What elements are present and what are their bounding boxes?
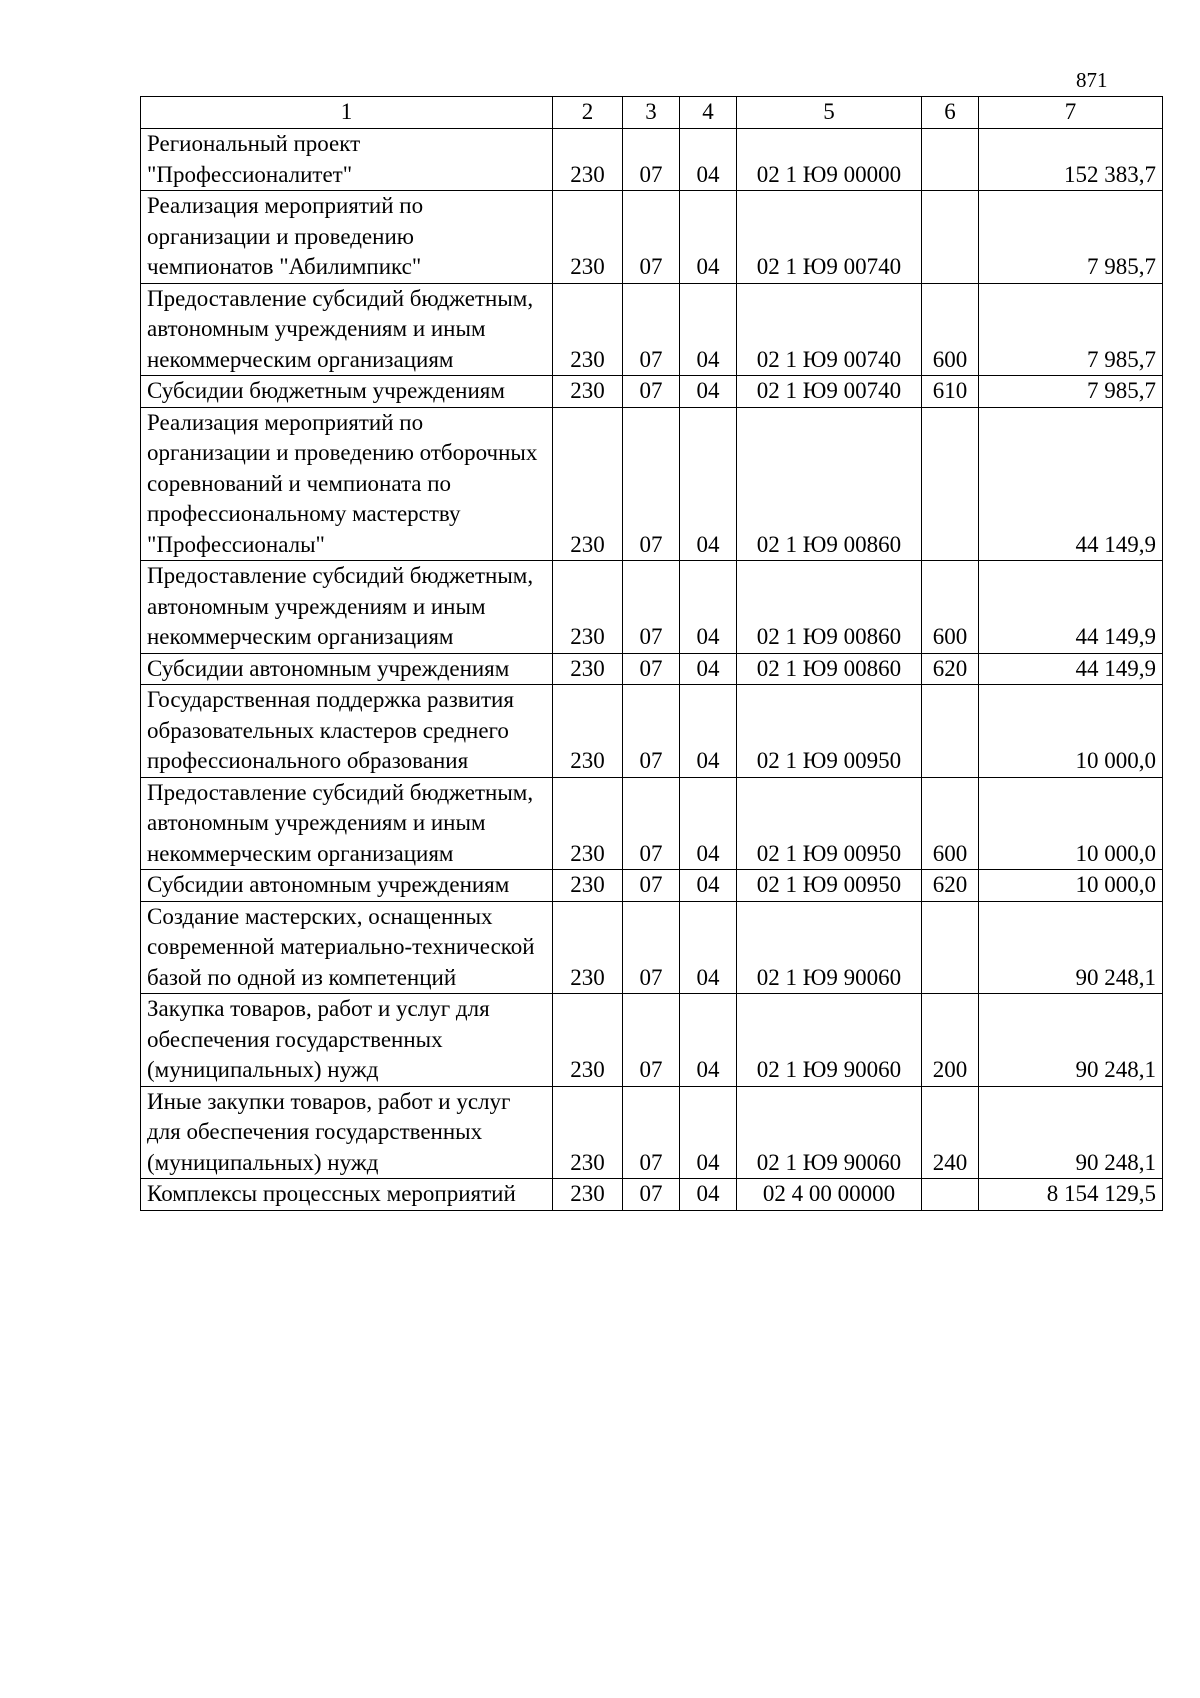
header-cell-name: 1	[141, 97, 553, 129]
row-pr-cell: 04	[680, 1086, 737, 1179]
row-rz-cell: 07	[623, 376, 680, 408]
row-pr-cell: 04	[680, 994, 737, 1087]
row-vr-cell: 600	[922, 283, 979, 376]
row-sum-cell: 44 149,9	[979, 407, 1163, 561]
row-name-cell: Субсидии автономным учреждениям	[141, 870, 553, 902]
row-vr-cell: 620	[922, 653, 979, 685]
row-gr-cell: 230	[553, 653, 623, 685]
table-row	[141, 685, 1163, 778]
row-rz-cell: 07	[623, 1179, 680, 1211]
table-row	[141, 1179, 1163, 1211]
header-cell-pr: 4	[680, 97, 737, 129]
row-vr-cell	[922, 191, 979, 284]
row-rz-cell: 07	[623, 191, 680, 284]
row-csr-cell: 02 1 Ю9 00860	[737, 653, 922, 685]
row-gr-cell: 230	[553, 129, 623, 191]
row-gr-cell: 230	[553, 376, 623, 408]
table-row	[141, 901, 1163, 994]
row-sum-cell: 7 985,7	[979, 376, 1163, 408]
row-gr-cell: 230	[553, 407, 623, 561]
row-pr-cell: 04	[680, 685, 737, 778]
row-rz-cell: 07	[623, 685, 680, 778]
row-vr-cell: 620	[922, 870, 979, 902]
row-name-cell: Закупка товаров, работ и услуг для обеспечения государственных (муниципальных) нужд	[141, 994, 553, 1087]
row-gr-cell: 230	[553, 901, 623, 994]
row-name-cell: Субсидии бюджетным учреждениям	[141, 376, 553, 408]
row-gr-cell: 230	[553, 685, 623, 778]
row-name-cell: Реализация мероприятий по организации и проведению отборочных соревнований и чемпионата по профессиональному мастерству "Профессионалы"	[141, 407, 553, 561]
row-pr-cell: 04	[680, 870, 737, 902]
row-rz-cell: 07	[623, 870, 680, 902]
table-row	[141, 870, 1163, 902]
row-name-cell: Предоставление субсидий бюджетным, автономным учреждениям и иным некоммерческим организациям	[141, 283, 553, 376]
row-csr-cell: 02 1 Ю9 00950	[737, 685, 922, 778]
row-csr-cell: 02 1 Ю9 00860	[737, 561, 922, 654]
row-gr-cell: 230	[553, 994, 623, 1087]
row-vr-cell: 240	[922, 1086, 979, 1179]
row-csr-cell: 02 1 Ю9 00740	[737, 191, 922, 284]
row-csr-cell: 02 1 Ю9 90060	[737, 994, 922, 1087]
row-csr-cell: 02 1 Ю9 00740	[737, 283, 922, 376]
row-name-cell: Реализация мероприятий по организации и проведению чемпионатов "Абилимпикс"	[141, 191, 553, 284]
row-sum-cell: 7 985,7	[979, 283, 1163, 376]
table-row	[141, 283, 1163, 376]
header-cell-vr: 6	[922, 97, 979, 129]
row-csr-cell: 02 1 Ю9 00860	[737, 407, 922, 561]
row-csr-cell: 02 1 Ю9 00950	[737, 777, 922, 870]
table-row	[141, 407, 1163, 561]
table-row	[141, 1086, 1163, 1179]
table-row	[141, 376, 1163, 408]
row-rz-cell: 07	[623, 1086, 680, 1179]
row-sum-cell: 90 248,1	[979, 1086, 1163, 1179]
row-gr-cell: 230	[553, 777, 623, 870]
row-sum-cell: 90 248,1	[979, 994, 1163, 1087]
row-sum-cell: 44 149,9	[979, 653, 1163, 685]
row-vr-cell	[922, 129, 979, 191]
row-csr-cell: 02 1 Ю9 90060	[737, 1086, 922, 1179]
row-rz-cell: 07	[623, 129, 680, 191]
row-rz-cell: 07	[623, 407, 680, 561]
row-rz-cell: 07	[623, 561, 680, 654]
row-vr-cell: 610	[922, 376, 979, 408]
header-cell-sum: 7	[979, 97, 1163, 129]
row-vr-cell: 200	[922, 994, 979, 1087]
row-sum-cell: 10 000,0	[979, 870, 1163, 902]
row-name-cell: Субсидии автономным учреждениям	[141, 653, 553, 685]
row-sum-cell: 10 000,0	[979, 685, 1163, 778]
row-pr-cell: 04	[680, 376, 737, 408]
row-gr-cell: 230	[553, 283, 623, 376]
row-name-cell: Предоставление субсидий бюджетным, автономным учреждениям и иным некоммерческим организациям	[141, 561, 553, 654]
row-pr-cell: 04	[680, 653, 737, 685]
header-cell-csr: 5	[737, 97, 922, 129]
row-pr-cell: 04	[680, 777, 737, 870]
row-sum-cell: 10 000,0	[979, 777, 1163, 870]
header-cell-gr: 2	[553, 97, 623, 129]
row-name-cell: Государственная поддержка развития образовательных кластеров среднего профессионального образования	[141, 685, 553, 778]
table-row	[141, 777, 1163, 870]
row-rz-cell: 07	[623, 283, 680, 376]
row-gr-cell: 230	[553, 1179, 623, 1211]
row-vr-cell	[922, 407, 979, 561]
row-csr-cell: 02 4 00 00000	[737, 1179, 922, 1211]
table-row	[141, 561, 1163, 654]
row-sum-cell: 44 149,9	[979, 561, 1163, 654]
row-pr-cell: 04	[680, 283, 737, 376]
row-name-cell: Региональный проект "Профессионалитет"	[141, 129, 553, 191]
row-name-cell: Создание мастерских, оснащенных современной материально-технической базой по одной из компетенций	[141, 901, 553, 994]
header-cell-rz: 3	[623, 97, 680, 129]
row-rz-cell: 07	[623, 653, 680, 685]
row-name-cell: Иные закупки товаров, работ и услуг для обеспечения государственных (муниципальных) нужд	[141, 1086, 553, 1179]
row-vr-cell	[922, 901, 979, 994]
row-rz-cell: 07	[623, 777, 680, 870]
row-pr-cell: 04	[680, 901, 737, 994]
row-pr-cell: 04	[680, 561, 737, 654]
table-row	[141, 994, 1163, 1087]
row-vr-cell: 600	[922, 561, 979, 654]
row-vr-cell	[922, 685, 979, 778]
row-csr-cell: 02 1 Ю9 00000	[737, 129, 922, 191]
table-row	[141, 129, 1163, 191]
row-pr-cell: 04	[680, 407, 737, 561]
row-name-cell: Предоставление субсидий бюджетным, автономным учреждениям и иным некоммерческим организациям	[141, 777, 553, 870]
row-pr-cell: 04	[680, 1179, 737, 1211]
row-csr-cell: 02 1 Ю9 90060	[737, 901, 922, 994]
row-csr-cell: 02 1 Ю9 00950	[737, 870, 922, 902]
row-rz-cell: 07	[623, 994, 680, 1087]
row-vr-cell	[922, 1179, 979, 1211]
table-row	[141, 191, 1163, 284]
budget-table	[140, 96, 1163, 1211]
row-rz-cell: 07	[623, 901, 680, 994]
row-gr-cell: 230	[553, 1086, 623, 1179]
row-sum-cell: 90 248,1	[979, 901, 1163, 994]
page-number: 871	[1076, 68, 1108, 92]
row-sum-cell: 7 985,7	[979, 191, 1163, 284]
row-gr-cell: 230	[553, 561, 623, 654]
row-pr-cell: 04	[680, 191, 737, 284]
row-name-cell: Комплексы процессных мероприятий	[141, 1179, 553, 1211]
row-gr-cell: 230	[553, 870, 623, 902]
table-row	[141, 653, 1163, 685]
row-sum-cell: 8 154 129,5	[979, 1179, 1163, 1211]
row-vr-cell: 600	[922, 777, 979, 870]
row-pr-cell: 04	[680, 129, 737, 191]
row-sum-cell: 152 383,7	[979, 129, 1163, 191]
row-csr-cell: 02 1 Ю9 00740	[737, 376, 922, 408]
header-row	[141, 97, 1163, 129]
row-gr-cell: 230	[553, 191, 623, 284]
